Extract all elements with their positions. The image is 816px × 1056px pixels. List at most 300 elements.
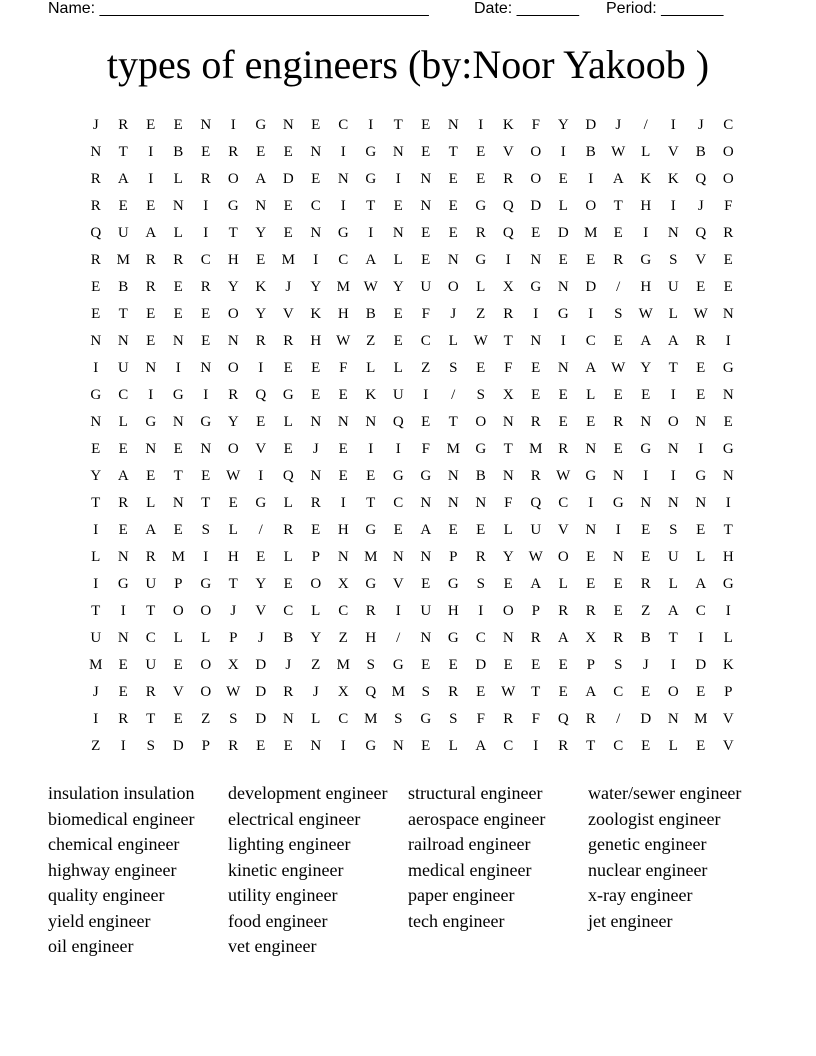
grid-cell: D [530,198,542,214]
grid-cell: O [172,603,184,619]
grid-cell: N [530,252,542,268]
grid-cell: L [696,549,706,565]
grid-cell: N [667,711,679,727]
grid-cell: G [255,495,267,511]
grid-cell: G [200,576,212,592]
grid-cell: E [283,198,293,214]
grid-cell: E [421,657,431,673]
grid-cell: I [588,495,594,511]
grid-cell: P [586,657,595,673]
grid-cell: V [695,252,707,268]
word-list-item: water/sewer engineer [588,783,742,803]
grid-cell: A [585,684,597,700]
grid-cell: F [339,360,348,376]
grid-cell: U [90,630,102,646]
grid-cell: E [256,549,266,565]
grid-cell: I [93,711,99,727]
grid-cell: Q [502,198,514,214]
grid-cell: Q [695,171,707,187]
grid-cell: T [668,630,678,646]
grid-cell: N [90,144,102,160]
grid-cell: Q [365,684,377,700]
grid-cell: L [558,198,568,214]
grid-cell: T [118,306,128,322]
grid-cell: V [255,603,267,619]
grid-cell: F [531,117,540,133]
grid-cell: E [696,522,706,538]
grid-cell: O [200,657,212,673]
worksheet-header [48,0,768,20]
grid-cell: H [227,252,239,268]
word-list-item: genetic engineer [588,834,707,854]
grid-cell: Y [255,576,267,592]
grid-cell: J [312,684,319,700]
grid-cell: E [118,657,128,673]
grid-cell: V [722,711,734,727]
grid-cell: Z [421,360,431,376]
grid-cell: Q [557,711,569,727]
grid-cell: S [201,522,210,538]
grid-cell: L [283,414,293,430]
grid-cell: R [228,144,239,160]
grid-cell: O [722,144,734,160]
grid-cell: A [145,225,157,241]
grid-cell: E [283,144,293,160]
grid-cell: E [641,549,651,565]
grid-cell: T [531,684,541,700]
grid-cell: E [393,522,403,538]
grid-cell: I [203,198,209,214]
grid-cell: G [420,468,432,484]
period-field: Period: _______ [606,0,724,17]
word-list-item: zoologist engineer [588,808,721,829]
grid-cell: / [396,630,401,646]
grid-cell: Q [530,495,542,511]
grid-cell: E [421,117,431,133]
grid-cell: N [392,144,404,160]
grid-cell: R [145,279,156,295]
grid-cell: Z [91,738,101,754]
grid-cell: E [91,279,101,295]
grid-cell: E [476,144,486,160]
grid-cell: G [475,441,487,457]
grid-cell: E [118,684,128,700]
grid-cell: T [366,198,376,214]
word-list-item: medical engineer [408,859,532,880]
grid-cell: E [558,684,568,700]
grid-cell: L [393,360,403,376]
grid-cell: T [393,117,403,133]
grid-cell: I [93,360,99,376]
grid-cell: P [531,603,540,619]
word-list-item: x-ray engineer [588,885,693,905]
grid-cell: Z [201,711,211,727]
grid-cell: E [723,279,733,295]
grid-cell: L [201,630,211,646]
word-list-item: lighting engineer [228,834,351,854]
grid-cell: A [667,333,679,349]
grid-cell: N [447,495,459,511]
grid-cell: L [283,549,293,565]
grid-cell: I [643,225,649,241]
grid-cell: D [475,657,487,673]
grid-cell: O [447,279,459,295]
grid-cell: G [172,387,184,403]
grid-cell: E [311,387,321,403]
grid-cell: T [118,144,128,160]
grid-cell: R [228,387,239,403]
grid-cell: G [447,630,459,646]
grid-cell: K [365,387,377,403]
grid-cell: M [89,657,103,673]
grid-cell: D [172,738,184,754]
grid-cell: G [722,360,734,376]
grid-cell: I [395,441,401,457]
grid-cell: I [588,171,594,187]
grid-cell: E [476,360,486,376]
grid-cell: C [338,117,349,133]
grid-cell: R [585,711,596,727]
grid-cell: Y [310,279,322,295]
word-list [48,781,768,960]
grid-cell: N [612,468,624,484]
grid-cell: S [449,711,458,727]
grid-cell: I [670,657,676,673]
grid-cell: J [92,684,99,700]
grid-cell: J [312,441,319,457]
grid-cell: L [311,603,321,619]
grid-cell: I [725,495,731,511]
grid-cell: E [448,522,458,538]
grid-cell: E [173,657,183,673]
grid-cell: B [640,630,651,646]
grid-cell: N [695,495,707,511]
word-list-item: kinetic engineer [228,859,344,880]
grid-cell: E [421,252,431,268]
grid-cell: L [448,333,458,349]
grid-cell: D [255,711,267,727]
grid-cell: N [90,414,102,430]
grid-cell: H [227,549,239,565]
grid-cell: E [393,333,403,349]
grid-cell: S [476,576,485,592]
word-list-item: development engineer [228,783,388,803]
grid-cell: E [366,468,376,484]
grid-cell: B [173,144,184,160]
grid-cell: N [530,333,542,349]
grid-cell: N [145,360,157,376]
grid-cell: L [448,738,458,754]
grid-cell: R [475,549,486,565]
grid-cell: N [667,225,679,241]
grid-cell: E [146,306,156,322]
grid-cell: I [203,225,209,241]
grid-cell: I [670,468,676,484]
grid-cell: F [476,711,485,727]
grid-cell: S [421,684,430,700]
grid-cell: E [256,738,266,754]
grid-cell: R [173,252,184,268]
grid-cell: E [283,441,293,457]
grid-cell: E [586,252,596,268]
grid-cell: D [282,171,294,187]
grid-cell: E [586,549,596,565]
grid-cell: C [145,630,156,646]
grid-cell: X [585,630,597,646]
grid-cell: O [557,549,569,565]
word-list-item: insulation insulation [48,783,195,803]
grid-cell: L [668,306,678,322]
grid-cell: H [337,306,349,322]
grid-cell: R [118,495,129,511]
grid-cell: W [501,684,516,700]
grid-cell: W [226,684,241,700]
grid-cell: I [203,549,209,565]
grid-cell: Y [640,360,652,376]
grid-cell: G [530,279,542,295]
grid-cell: U [667,549,679,565]
grid-cell: E [311,117,321,133]
grid-cell: E [283,360,293,376]
grid-cell: V [172,684,184,700]
grid-cell: C [420,333,431,349]
grid-cell: J [257,630,264,646]
grid-cell: Q [392,414,404,430]
grid-cell: M [336,279,350,295]
grid-cell: C [558,495,569,511]
grid-cell: E [146,333,156,349]
grid-cell: E [613,603,623,619]
grid-cell: R [365,603,376,619]
grid-cell: / [451,387,456,403]
grid-cell: H [722,549,734,565]
grid-cell: E [201,333,211,349]
grid-cell: T [201,495,211,511]
grid-cell: E [421,144,431,160]
grid-cell: R [530,468,541,484]
grid-cell: O [667,414,679,430]
grid-cell: E [338,441,348,457]
grid-cell: R [310,495,321,511]
grid-cell: N [695,414,707,430]
grid-cell: R [530,414,541,430]
grid-cell: R [283,522,294,538]
grid-cell: H [640,279,652,295]
grid-cell: A [475,738,487,754]
grid-cell: S [669,252,678,268]
grid-cell: Y [310,630,322,646]
grid-cell: Y [227,414,239,430]
grid-cell: L [91,549,101,565]
grid-cell: G [475,252,487,268]
grid-cell: N [667,495,679,511]
grid-cell: N [90,333,102,349]
grid-cell: E [586,414,596,430]
grid-cell: W [363,279,378,295]
grid-cell: R [118,711,129,727]
grid-cell: C [310,198,321,214]
grid-cell: V [392,576,404,592]
grid-cell: O [227,441,239,457]
grid-cell: L [641,144,651,160]
grid-cell: V [255,441,267,457]
grid-cell: T [228,576,238,592]
grid-cell: S [614,306,623,322]
grid-cell: E [448,657,458,673]
grid-cell: T [586,738,596,754]
grid-cell: L [723,630,733,646]
grid-cell: N [200,360,212,376]
grid-cell: N [502,414,514,430]
grid-cell: G [90,387,102,403]
grid-cell: Z [311,657,321,673]
grid-cell: G [722,576,734,592]
grid-cell: I [698,630,704,646]
grid-cell: R [255,333,266,349]
grid-cell: I [560,333,566,349]
grid-cell: N [585,522,597,538]
grid-cell: O [200,684,212,700]
grid-cell: N [557,279,569,295]
word-list-item: tech engineer [408,910,505,931]
grid-cell: N [392,549,404,565]
word-list-item: vet engineer [228,936,317,956]
word-list-item: yield engineer [48,910,151,931]
grid-cell: N [310,225,322,241]
grid-cell: H [365,630,377,646]
grid-cell: / [643,117,648,133]
grid-cell: E [393,306,403,322]
grid-cell: W [638,306,653,322]
grid-cell: T [503,441,513,457]
grid-cell: I [670,387,676,403]
grid-cell: B [283,630,294,646]
grid-cell: K [502,117,514,133]
grid-cell: G [557,306,569,322]
grid-cell: O [227,306,239,322]
grid-cell: R [613,252,624,268]
grid-cell: E [613,576,623,592]
grid-cell: N [200,441,212,457]
grid-cell: B [695,144,706,160]
grid-cell: G [695,468,707,484]
grid-cell: I [533,738,539,754]
grid-cell: N [502,468,514,484]
grid-cell: / [616,711,621,727]
grid-cell: A [557,630,569,646]
grid-cell: I [533,306,539,322]
grid-cell: E [641,738,651,754]
grid-cell: T [503,333,513,349]
grid-cell: H [447,603,459,619]
grid-cell: E [531,360,541,376]
grid-cell: E [173,711,183,727]
grid-cell: U [117,225,129,241]
grid-cell: R [200,279,211,295]
grid-cell: R [530,630,541,646]
grid-cell: E [91,441,101,457]
grid-cell: Y [392,279,404,295]
grid-cell: E [531,657,541,673]
grid-cell: T [723,522,733,538]
grid-cell: L [476,279,486,295]
grid-cell: N [337,549,349,565]
grid-cell: N [420,549,432,565]
grid-cell: G [640,441,652,457]
grid-cell: E [146,468,156,484]
grid-cell: E [256,144,266,160]
grid-cell: G [612,495,624,511]
grid-cell: G [365,738,377,754]
grid-cell: A [420,522,432,538]
grid-cell: E [476,522,486,538]
grid-cell: N [172,333,184,349]
grid-cell: A [640,333,652,349]
grid-cell: E [173,522,183,538]
grid-cell: Q [695,225,707,241]
grid-cell: E [173,117,183,133]
grid-cell: L [586,387,596,403]
grid-cell: N [172,495,184,511]
grid-cell: A [117,171,129,187]
grid-cell: I [340,198,346,214]
grid-cell: F [531,711,540,727]
grid-cell: E [723,252,733,268]
grid-cell: E [146,198,156,214]
grid-cell: P [311,549,320,565]
grid-cell: I [340,144,346,160]
grid-cell: B [585,144,596,160]
grid-cell: E [201,144,211,160]
grid-cell: T [146,603,156,619]
grid-cell: P [201,738,210,754]
grid-cell: M [116,252,130,268]
grid-cell: I [478,117,484,133]
grid-cell: L [668,576,678,592]
grid-cell: N [310,144,322,160]
grid-cell: M [391,684,405,700]
grid-cell: S [366,657,375,673]
grid-cell: N [475,495,487,511]
word-list-item: aerospace engineer [408,808,546,829]
grid-cell: Q [255,387,267,403]
grid-cell: W [611,144,626,160]
grid-cell: R [723,225,734,241]
grid-cell: L [173,630,183,646]
grid-cell: L [668,738,678,754]
grid-cell: E [118,198,128,214]
grid-cell: C [613,684,624,700]
grid-cell: Y [90,468,102,484]
grid-cell: N [640,495,652,511]
grid-cell: C [338,252,349,268]
grid-cell: A [695,576,707,592]
grid-cell: S [614,657,623,673]
grid-cell: E [311,522,321,538]
grid-cell: I [725,333,731,349]
grid-cell: E [586,576,596,592]
grid-cell: X [227,657,239,673]
grid-cell: I [505,252,511,268]
grid-cell: N [722,306,734,322]
grid-cell: T [613,198,623,214]
grid-cell: G [447,576,459,592]
grid-cell: I [258,468,264,484]
grid-cell: O [585,198,597,214]
grid-cell: R [503,171,514,187]
grid-cell: I [478,603,484,619]
grid-cell: M [694,711,708,727]
